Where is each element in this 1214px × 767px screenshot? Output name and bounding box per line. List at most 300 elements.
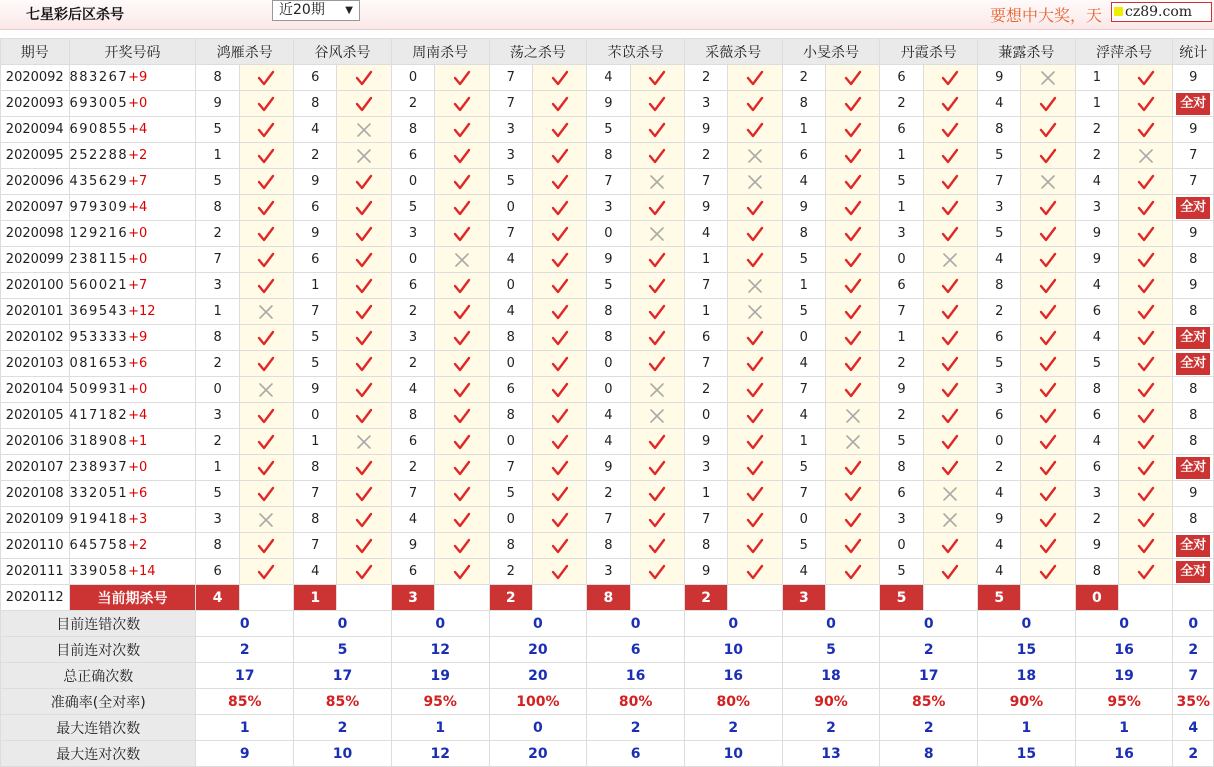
kill-number-cell: 2 xyxy=(1075,507,1118,533)
table-row xyxy=(1,325,1214,351)
result-mark-cell xyxy=(532,507,586,533)
result-mark-cell xyxy=(923,351,977,377)
check-icon xyxy=(844,277,862,295)
check-icon xyxy=(551,563,569,581)
stat-value: 2 xyxy=(196,637,294,663)
kill-number-cell: 2 xyxy=(880,403,923,429)
check-icon xyxy=(1137,485,1155,503)
result-mark-cell xyxy=(532,143,586,169)
check-icon xyxy=(257,433,275,451)
result-mark-cell xyxy=(923,221,977,247)
table-header xyxy=(1,39,1214,65)
check-icon xyxy=(551,277,569,295)
kill-number-cell: 5 xyxy=(978,143,1021,169)
check-icon xyxy=(1137,563,1155,581)
stat-value: 16 xyxy=(587,663,685,689)
kill-number-cell: 1 xyxy=(196,299,239,325)
draw-numbers: 560021 xyxy=(69,278,129,293)
check-icon xyxy=(551,199,569,217)
kill-number-cell: 0 xyxy=(489,273,532,299)
check-icon xyxy=(941,459,959,477)
check-icon xyxy=(1137,433,1155,451)
kill-number-cell: 2 xyxy=(880,91,923,117)
kill-number-cell: 1 xyxy=(196,143,239,169)
kill-number-cell: 6 xyxy=(978,325,1021,351)
header-period: 期号 xyxy=(1,39,70,65)
draw-plus: +0 xyxy=(128,460,148,475)
kill-number-cell: 0 xyxy=(489,507,532,533)
result-mark-cell xyxy=(532,273,586,299)
stat-value: 17 xyxy=(294,663,392,689)
kill-number-cell: 8 xyxy=(587,325,630,351)
kill-number-cell: 2 xyxy=(196,429,239,455)
result-mark-cell xyxy=(435,221,489,247)
result-mark-cell xyxy=(728,143,782,169)
current-total-cell xyxy=(1173,585,1214,611)
check-icon xyxy=(1039,537,1057,555)
check-icon xyxy=(453,511,471,529)
stat-value: 10 xyxy=(684,637,782,663)
kill-number-cell: 3 xyxy=(684,91,727,117)
kill-number-cell: 0 xyxy=(391,247,434,273)
check-icon xyxy=(453,381,471,399)
result-mark-cell xyxy=(239,377,293,403)
check-icon xyxy=(1039,433,1057,451)
result-mark-cell xyxy=(239,481,293,507)
cross-icon xyxy=(1040,70,1056,86)
total-value: 8 xyxy=(1189,252,1198,267)
kill-number-cell: 6 xyxy=(391,143,434,169)
current-kill-number: 3 xyxy=(782,585,825,611)
check-icon xyxy=(355,407,373,425)
result-mark-cell xyxy=(239,507,293,533)
check-icon xyxy=(453,69,471,87)
table-row xyxy=(1,377,1214,403)
stat-value: 16 xyxy=(1075,637,1173,663)
stat-value: 85% xyxy=(196,689,294,715)
result-mark-cell xyxy=(532,481,586,507)
check-icon xyxy=(746,407,764,425)
kill-number-cell: 1 xyxy=(782,429,825,455)
check-icon xyxy=(648,251,666,269)
check-icon xyxy=(941,199,959,217)
stat-value: 95% xyxy=(1075,689,1173,715)
stat-value: 2 xyxy=(880,715,978,741)
kill-number-cell: 6 xyxy=(196,559,239,585)
result-mark-cell xyxy=(239,273,293,299)
stat-value: 90% xyxy=(978,689,1076,715)
kill-number-cell: 9 xyxy=(782,195,825,221)
check-icon xyxy=(257,225,275,243)
stat-value: 95% xyxy=(391,689,489,715)
check-icon xyxy=(551,225,569,243)
kill-number-cell: 0 xyxy=(880,533,923,559)
kill-number-cell: 0 xyxy=(391,169,434,195)
stat-total: 2 xyxy=(1173,741,1214,767)
check-icon xyxy=(551,251,569,269)
kill-number-cell: 8 xyxy=(1075,377,1118,403)
draw-numbers-cell xyxy=(69,299,196,325)
result-mark-cell xyxy=(630,221,684,247)
result-mark-cell xyxy=(337,533,391,559)
result-mark-cell xyxy=(435,325,489,351)
draw-numbers-cell xyxy=(69,117,196,143)
result-mark-cell xyxy=(239,247,293,273)
result-mark-cell xyxy=(435,455,489,481)
stat-value: 80% xyxy=(587,689,685,715)
kill-number-cell: 9 xyxy=(1075,533,1118,559)
result-mark-cell xyxy=(239,117,293,143)
kill-number-cell: 6 xyxy=(684,325,727,351)
check-icon xyxy=(648,303,666,321)
kill-number-cell: 7 xyxy=(684,169,727,195)
result-mark-cell xyxy=(1021,143,1075,169)
check-icon xyxy=(746,433,764,451)
check-icon xyxy=(746,69,764,87)
check-icon xyxy=(941,407,959,425)
total-cell xyxy=(1173,247,1214,273)
result-mark-cell xyxy=(728,273,782,299)
result-mark-cell xyxy=(1119,325,1173,351)
kill-number-cell: 7 xyxy=(489,455,532,481)
result-mark-cell xyxy=(728,221,782,247)
draw-plus: +3 xyxy=(128,512,148,527)
total-cell xyxy=(1173,403,1214,429)
check-icon xyxy=(941,329,959,347)
kill-number-cell: 4 xyxy=(978,481,1021,507)
current-kill-number: 1 xyxy=(294,585,337,611)
check-icon xyxy=(746,225,764,243)
result-mark-cell xyxy=(337,481,391,507)
current-period-row xyxy=(1,585,1214,611)
kill-number-cell: 7 xyxy=(294,481,337,507)
result-mark-cell xyxy=(1119,559,1173,585)
check-icon xyxy=(941,563,959,581)
check-icon xyxy=(941,69,959,87)
draw-numbers-cell xyxy=(69,429,196,455)
table-row xyxy=(1,91,1214,117)
result-mark-cell xyxy=(630,117,684,143)
kill-number-cell: 0 xyxy=(978,429,1021,455)
kill-number-cell: 3 xyxy=(880,507,923,533)
result-mark-cell xyxy=(728,169,782,195)
kill-number-cell: 5 xyxy=(489,481,532,507)
result-mark-cell xyxy=(1119,455,1173,481)
draw-numbers-cell xyxy=(69,559,196,585)
result-mark-cell xyxy=(239,143,293,169)
kill-number-cell: 8 xyxy=(489,325,532,351)
result-mark-cell xyxy=(239,533,293,559)
kill-number-cell: 4 xyxy=(391,377,434,403)
check-icon xyxy=(551,433,569,451)
result-mark-cell xyxy=(337,299,391,325)
check-icon xyxy=(453,563,471,581)
draw-plus: +0 xyxy=(128,382,148,397)
kill-number-cell: 8 xyxy=(782,91,825,117)
draw-numbers-cell xyxy=(69,143,196,169)
kill-number-cell: 4 xyxy=(1075,169,1118,195)
check-icon xyxy=(453,173,471,191)
total-value: 8 xyxy=(1189,304,1198,319)
stat-row xyxy=(1,715,1214,741)
total-value: 全对 xyxy=(1176,457,1210,479)
draw-plus: +9 xyxy=(128,70,148,85)
brand-badge[interactable] xyxy=(1111,2,1212,22)
stat-label: 最大连错次数 xyxy=(1,715,196,741)
check-icon xyxy=(648,485,666,503)
total-value: 全对 xyxy=(1176,353,1210,375)
kill-number-cell: 2 xyxy=(587,481,630,507)
kill-number-cell: 2 xyxy=(391,299,434,325)
result-mark-cell xyxy=(825,299,879,325)
kill-number-cell: 0 xyxy=(489,429,532,455)
stat-value: 12 xyxy=(391,741,489,767)
check-icon xyxy=(355,251,373,269)
kill-number-cell: 5 xyxy=(391,195,434,221)
check-icon xyxy=(844,563,862,581)
check-icon xyxy=(746,329,764,347)
kill-number-cell: 8 xyxy=(294,507,337,533)
result-mark-cell xyxy=(435,351,489,377)
stat-value: 12 xyxy=(391,637,489,663)
result-mark-cell xyxy=(1021,351,1075,377)
result-mark-cell xyxy=(1119,195,1173,221)
result-mark-cell xyxy=(923,403,977,429)
result-mark-cell xyxy=(239,169,293,195)
draw-numbers-cell xyxy=(69,325,196,351)
result-mark-cell xyxy=(825,91,879,117)
kill-number-cell: 8 xyxy=(587,533,630,559)
total-cell xyxy=(1173,143,1214,169)
kill-number-cell: 4 xyxy=(978,247,1021,273)
table-row xyxy=(1,117,1214,143)
draw-numbers: 081653 xyxy=(69,356,129,371)
check-icon xyxy=(257,355,275,373)
check-icon xyxy=(257,147,275,165)
check-icon xyxy=(355,69,373,87)
check-icon xyxy=(1137,225,1155,243)
table-row xyxy=(1,403,1214,429)
check-icon xyxy=(1039,459,1057,477)
table-row xyxy=(1,351,1214,377)
kill-number-cell: 8 xyxy=(880,455,923,481)
total-value: 9 xyxy=(1189,486,1198,501)
kill-number-cell: 5 xyxy=(587,273,630,299)
check-icon xyxy=(551,511,569,529)
check-icon xyxy=(257,563,275,581)
period-cell: 2020109 xyxy=(1,507,70,533)
draw-numbers-cell xyxy=(69,403,196,429)
result-mark-cell xyxy=(435,117,489,143)
check-icon xyxy=(1039,407,1057,425)
kill-number-cell: 8 xyxy=(978,117,1021,143)
kill-number-cell: 1 xyxy=(1075,65,1118,91)
check-icon xyxy=(453,433,471,451)
period-cell: 2020098 xyxy=(1,221,70,247)
slogan-link[interactable]: 要想中大奖，天 xyxy=(990,6,1103,25)
result-mark-cell xyxy=(337,195,391,221)
cross-icon xyxy=(356,122,372,138)
period-cell: 2020097 xyxy=(1,195,70,221)
draw-plus: +0 xyxy=(128,252,148,267)
kill-number-cell: 7 xyxy=(587,507,630,533)
check-icon xyxy=(844,95,862,113)
kill-number-cell: 3 xyxy=(978,377,1021,403)
check-icon xyxy=(844,69,862,87)
stat-value: 2 xyxy=(880,637,978,663)
kill-number-cell: 2 xyxy=(1075,117,1118,143)
cross-icon xyxy=(1138,148,1154,164)
check-icon xyxy=(844,173,862,191)
result-mark-cell xyxy=(1021,429,1075,455)
result-mark-cell xyxy=(532,169,586,195)
period-cell: 2020103 xyxy=(1,351,70,377)
result-mark-cell xyxy=(923,429,977,455)
draw-plus: +2 xyxy=(128,148,148,163)
check-icon xyxy=(355,511,373,529)
kill-number-cell: 9 xyxy=(294,377,337,403)
result-mark-cell xyxy=(923,117,977,143)
check-icon xyxy=(1039,251,1057,269)
result-mark-cell xyxy=(1119,403,1173,429)
result-mark-cell xyxy=(337,377,391,403)
kill-number-cell: 5 xyxy=(196,117,239,143)
period-cell: 2020100 xyxy=(1,273,70,299)
total-value: 全对 xyxy=(1176,327,1210,349)
kill-number-cell: 8 xyxy=(489,533,532,559)
kill-number-cell: 0 xyxy=(489,195,532,221)
cross-icon xyxy=(258,512,274,528)
current-kill-number: 2 xyxy=(489,585,532,611)
result-mark-cell xyxy=(630,273,684,299)
stat-value: 15 xyxy=(978,741,1076,767)
draw-numbers-cell xyxy=(69,65,196,91)
result-mark-cell xyxy=(532,325,586,351)
stat-value: 0 xyxy=(1075,611,1173,637)
result-mark-cell xyxy=(532,559,586,585)
current-kill-number: 0 xyxy=(1075,585,1118,611)
result-mark-cell xyxy=(825,403,879,429)
kill-number-cell: 8 xyxy=(684,533,727,559)
header-total: 统计 xyxy=(1173,39,1214,65)
kill-number-cell: 6 xyxy=(978,403,1021,429)
check-icon xyxy=(355,563,373,581)
kill-number-cell: 9 xyxy=(294,169,337,195)
stat-value: 2 xyxy=(587,715,685,741)
draw-numbers: 645758 xyxy=(69,538,129,553)
result-mark-cell xyxy=(337,455,391,481)
kill-number-cell: 2 xyxy=(196,351,239,377)
kill-number-cell: 7 xyxy=(294,299,337,325)
check-icon xyxy=(648,459,666,477)
kill-number-cell: 7 xyxy=(782,377,825,403)
result-mark-cell xyxy=(728,247,782,273)
check-icon xyxy=(257,537,275,555)
stat-value: 0 xyxy=(489,611,587,637)
draw-plus: +6 xyxy=(128,356,148,371)
check-icon xyxy=(551,329,569,347)
check-icon xyxy=(1137,95,1155,113)
kill-number-cell: 5 xyxy=(782,299,825,325)
draw-numbers: 509931 xyxy=(69,382,129,397)
kill-number-cell: 2 xyxy=(880,351,923,377)
result-mark-cell xyxy=(1021,507,1075,533)
kill-number-cell: 8 xyxy=(294,91,337,117)
draw-numbers: 979309 xyxy=(69,200,129,215)
draw-plus: +4 xyxy=(128,122,148,137)
kill-number-cell: 6 xyxy=(880,65,923,91)
check-icon xyxy=(746,459,764,477)
check-icon xyxy=(941,355,959,373)
draw-numbers-cell xyxy=(69,533,196,559)
kill-number-cell: 2 xyxy=(1075,143,1118,169)
draw-plus: +9 xyxy=(128,330,148,345)
kill-number-cell: 1 xyxy=(880,325,923,351)
result-mark-cell xyxy=(825,559,879,585)
check-icon xyxy=(355,225,373,243)
current-empty-cell xyxy=(630,585,684,611)
current-empty-cell xyxy=(1119,585,1173,611)
stat-value: 90% xyxy=(782,689,880,715)
kill-number-cell: 0 xyxy=(196,377,239,403)
total-cell xyxy=(1173,169,1214,195)
check-icon xyxy=(551,355,569,373)
result-mark-cell xyxy=(923,143,977,169)
kill-number-cell: 3 xyxy=(391,221,434,247)
kill-number-cell: 4 xyxy=(1075,273,1118,299)
check-icon xyxy=(257,485,275,503)
period-select[interactable] xyxy=(272,0,360,21)
kill-number-cell: 5 xyxy=(978,221,1021,247)
check-icon xyxy=(844,303,862,321)
kill-number-cell: 4 xyxy=(587,65,630,91)
stat-label: 总正确次数 xyxy=(1,663,196,689)
result-mark-cell xyxy=(532,117,586,143)
check-icon xyxy=(844,485,862,503)
current-empty-cell xyxy=(728,585,782,611)
result-mark-cell xyxy=(630,169,684,195)
kill-number-cell: 6 xyxy=(294,195,337,221)
check-icon xyxy=(453,303,471,321)
current-kill-number: 5 xyxy=(978,585,1021,611)
kill-number-cell: 7 xyxy=(782,481,825,507)
result-mark-cell xyxy=(435,65,489,91)
draw-plus: +12 xyxy=(128,304,156,319)
result-mark-cell xyxy=(532,65,586,91)
draw-plus: +0 xyxy=(128,96,148,111)
check-icon xyxy=(941,225,959,243)
check-icon xyxy=(453,121,471,139)
table-row xyxy=(1,481,1214,507)
check-icon xyxy=(1137,329,1155,347)
current-empty-cell xyxy=(1021,585,1075,611)
kill-number-cell: 2 xyxy=(684,377,727,403)
kill-number-cell: 6 xyxy=(391,429,434,455)
check-icon xyxy=(355,303,373,321)
result-mark-cell xyxy=(1021,299,1075,325)
result-mark-cell xyxy=(1021,377,1075,403)
kill-number-cell: 8 xyxy=(391,117,434,143)
stat-row xyxy=(1,689,1214,715)
result-mark-cell xyxy=(630,325,684,351)
result-mark-cell xyxy=(435,481,489,507)
check-icon xyxy=(1039,485,1057,503)
check-icon xyxy=(746,511,764,529)
stat-value: 1 xyxy=(978,715,1076,741)
check-icon xyxy=(648,563,666,581)
check-icon xyxy=(1039,355,1057,373)
kill-number-cell: 0 xyxy=(684,403,727,429)
